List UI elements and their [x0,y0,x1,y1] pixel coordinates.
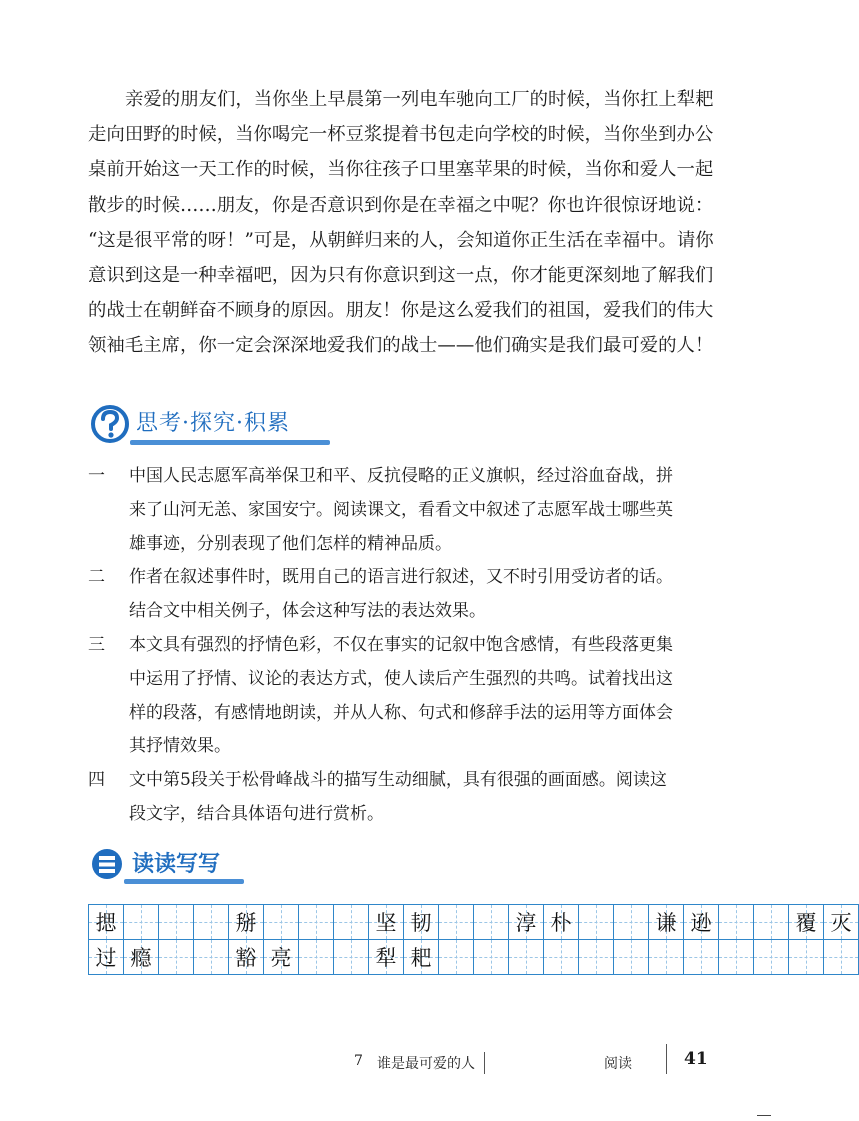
grid-row [89,940,859,975]
grid-cell [543,904,579,940]
question-line: 中运用了抒情、议论的表达方式，使人读后产生强烈的共鸣。试着找出这 [129,668,673,689]
grid-cell [333,904,369,940]
grid-cell [403,939,439,975]
paragraph-line: 的战士在朝鲜奋不顾身的原因。朋友！你是这么爱我们的祖国，爱我们的伟大 [88,300,714,322]
grid-cell [298,904,334,940]
grid-cell [683,939,719,975]
question-line: 来了山河无恙、家国安宁。阅读课文，看看文中叙述了志愿军战士哪些英 [129,499,673,520]
grid-cell [823,939,859,975]
unit-label: 阅读 [604,1056,632,1072]
grid-cell [158,904,194,940]
grid-cell [508,904,544,940]
grid-cell [753,904,789,940]
paragraph-line: 桌前开始这一天工作的时候，当你往孩子口里塞苹果的时候，当你和爱人一起 [88,159,714,181]
question-item [88,460,713,561]
question-number: 一 [88,466,105,486]
grid-cell [263,939,299,975]
grid-cell [403,904,439,940]
grid-cell [578,904,614,940]
grid-char: 韧 [410,911,432,935]
grid-cell [263,904,299,940]
question-item [88,629,713,764]
grid-cell [648,939,684,975]
main-paragraph [88,82,714,364]
grid-cell [578,939,614,975]
grid-cell [438,904,474,940]
grid-cell [473,939,509,975]
grid-cell [438,939,474,975]
section-underline [130,440,330,445]
footer-divider [484,1052,485,1074]
question-line: 雄事迹，分别表现了他们怎样的精神品质。 [129,533,452,554]
question-line: 其抒情效果。 [129,736,231,757]
grid-cell [368,904,404,940]
grid-cell [683,904,719,940]
grid-char: 瘾 [130,946,152,970]
grid-char: 掰 [235,911,257,935]
grid-char: 逊 [690,911,712,935]
question-line: 文中第5段关于松骨峰战斗的描写生动细腻，具有很强的画面感。阅读这 [129,770,667,791]
grid-cell [333,939,369,975]
grid-cell [788,939,824,975]
grid-char: 豁 [235,946,257,970]
grid-cell [158,939,194,975]
grid-char: 覆 [795,911,817,935]
lesson-title: 谁是最可爱的人 [377,1056,475,1072]
grid-cell [508,939,544,975]
question-line: 段文字，结合具体语句进行赏析。 [129,803,384,824]
question-item [88,764,713,832]
question-list [88,460,713,832]
grid-cell [228,904,264,940]
grid-cell [753,939,789,975]
paragraph-line: 亲爱的朋友们，当你坐上早晨第一列电车驰向工厂的时候，当你扛上犁耙 [125,89,714,110]
question-line: 中国人民志愿军高举保卫和平、反抗侵略的正义旗帜，经过浴血奋战，拼 [129,466,673,486]
question-item [88,561,713,629]
grid-char: 犁 [375,946,397,970]
grid-char: 耙 [410,946,432,970]
grid-char: 揌 [95,911,117,935]
equals-circle-icon [90,847,124,881]
grid-cell [648,904,684,940]
section-think-explore [90,402,330,452]
grid-char: 过 [95,946,117,970]
grid-cell [613,939,649,975]
grid-char: 朴 [550,911,572,935]
grid-cell [368,939,404,975]
paragraph-line: 意识到这是一种幸福吧，因为只有你意识到这一点，你才能更深刻地了解我们 [88,265,714,287]
question-number: 二 [88,567,105,588]
grid-cell [193,939,229,975]
section-underline [124,879,244,884]
grid-char: 谦 [655,911,677,935]
grid-cell [123,904,159,940]
section-title: 读读写写 [132,851,221,877]
footer-divider [666,1044,667,1074]
lesson-number: 7 [354,1053,363,1069]
grid-cell [228,939,264,975]
grid-char: 坚 [375,911,397,935]
grid-cell [193,904,229,940]
question-number: 三 [88,634,105,655]
question-number: 四 [88,770,105,791]
grid-cell [543,939,579,975]
question-mark-icon [90,404,130,444]
grid-cell [613,904,649,940]
grid-cell [718,939,754,975]
grid-cell [718,904,754,940]
grid-cell [88,939,124,975]
question-line: 结合文中相关例子，体会这种写法的表达效果。 [129,601,486,622]
question-line: 本文具有强烈的抒情色彩，不仅在事实的记叙中饱含感情，有些段落更集 [129,634,673,655]
paragraph-line: 散步的时候……朋友，你是否意识到你是在幸福之中呢？你也许很惊讶地说： [88,194,714,216]
section-title: 思考·探究·积累 [136,411,290,436]
grid-cell [823,904,859,940]
vocab-grid [89,905,859,975]
corner-mark [757,1115,771,1116]
section-read-write [90,843,250,889]
grid-row [89,905,859,940]
page-number: 41 [684,1049,708,1069]
paragraph-line: 走向田野的时候，当你喝完一杯豆浆提着书包走向学校的时候，当你坐到办公 [88,124,714,146]
paragraph-line: 领袖毛主席，你一定会深深地爱我们的战士——他们确实是我们最可爱的人！ [88,335,714,357]
grid-cell [123,939,159,975]
grid-cell [298,939,334,975]
grid-cell [88,904,124,940]
question-line: 作者在叙述事件时，既用自己的语言进行叙述，又不时引用受访者的话。 [129,567,673,588]
grid-char: 灭 [830,911,852,935]
grid-cell [788,904,824,940]
question-line: 样的段落，有感情地朗读，并从人称、句式和修辞手法的运用等方面体会 [129,702,673,723]
grid-char: 淳 [515,911,537,935]
grid-cell [473,904,509,940]
grid-char: 亮 [270,946,292,970]
paragraph-line: “这是很平常的呀！”可是，从朝鲜归来的人，会知道你正生活在幸福中。请你 [88,229,714,251]
